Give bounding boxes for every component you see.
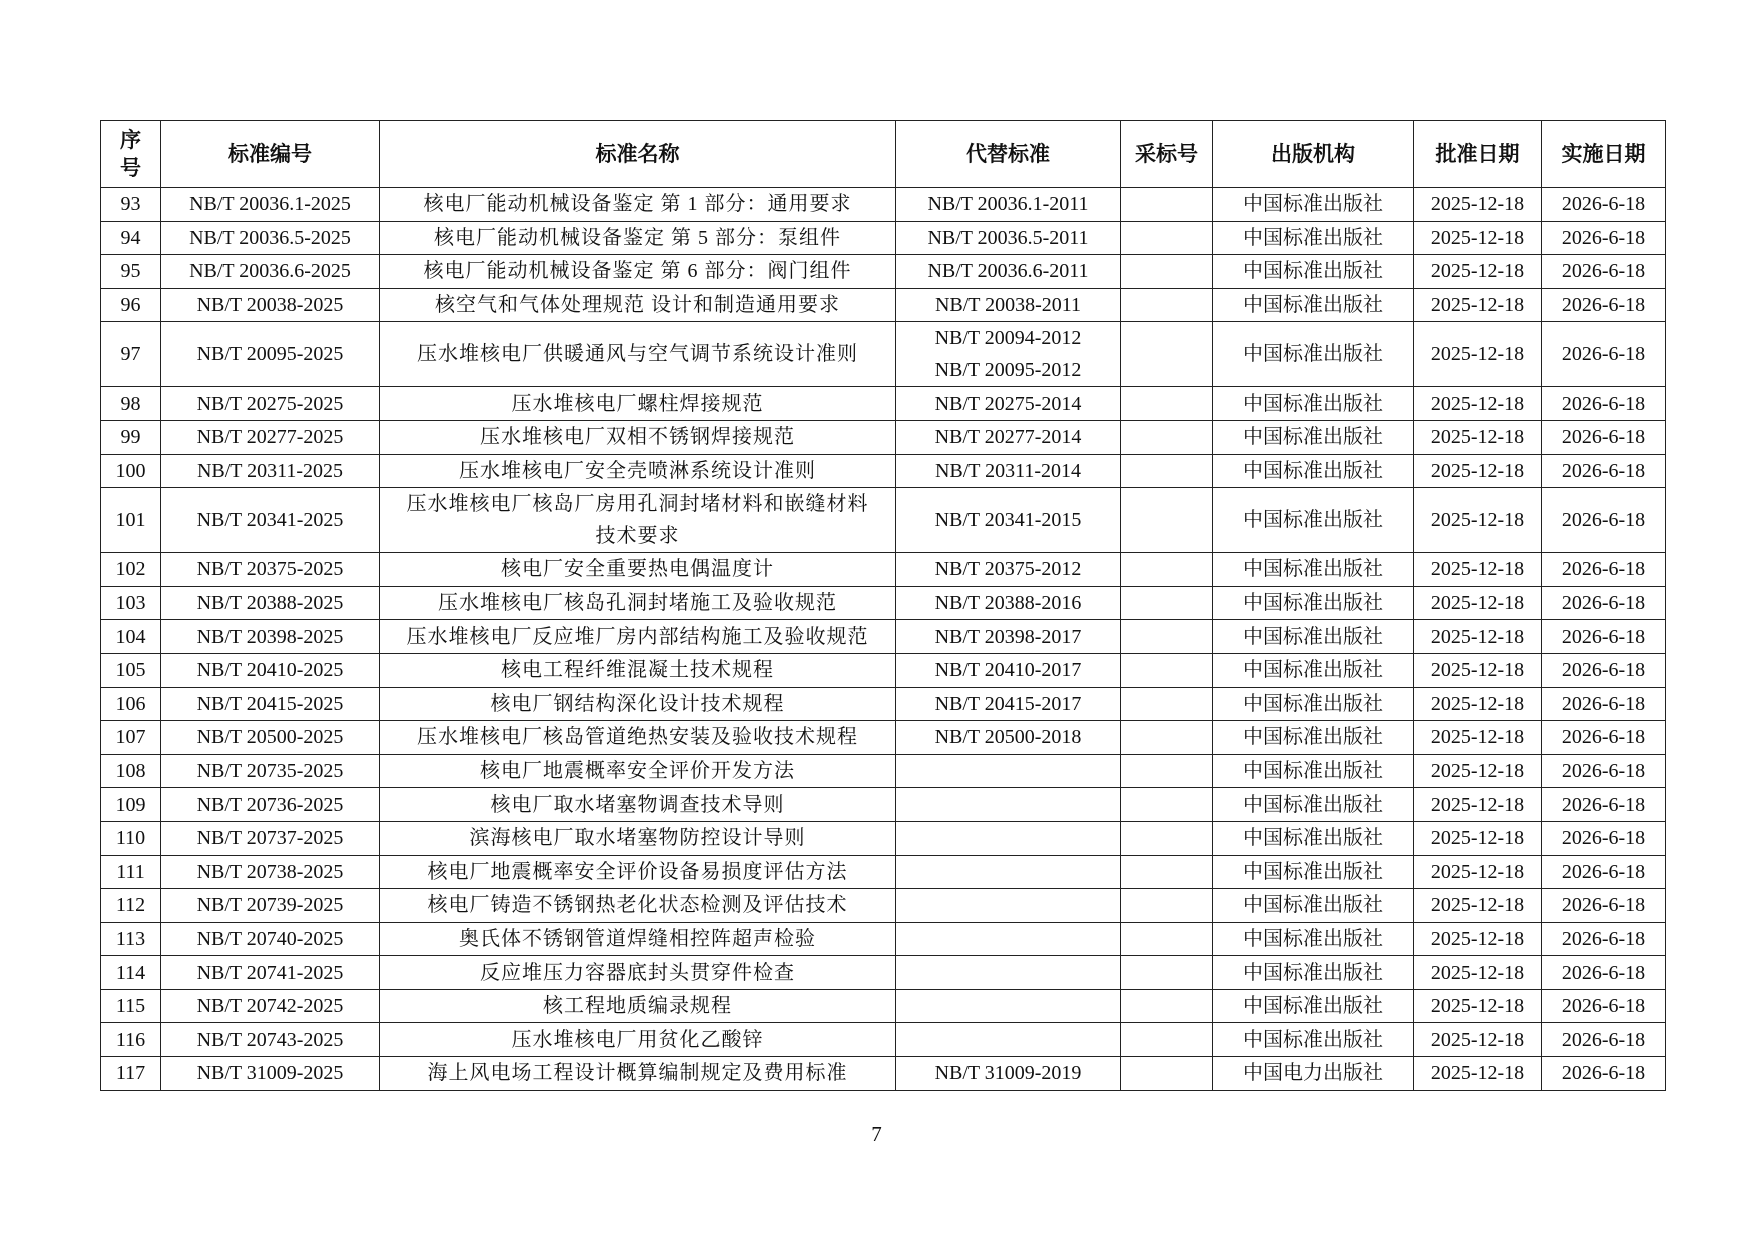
cell-seq: 100: [101, 454, 161, 488]
table-row: [101, 221, 1666, 255]
cell-code: NB/T 31009-2025: [161, 1057, 380, 1091]
cell-publisher: 中国标准出版社: [1213, 653, 1414, 687]
header-publisher: 出版机构: [1213, 121, 1414, 188]
cell-name: 核电厂地震概率安全评价设备易损度评估方法: [380, 855, 896, 889]
cell-adopted: [1121, 989, 1213, 1023]
cell-adopted: [1121, 221, 1213, 255]
cell-replaces: NB/T 20500-2018: [896, 721, 1121, 755]
cell-replaces: NB/T 20375-2012: [896, 553, 1121, 587]
cell-name: 压水堆核电厂核岛厂房用孔洞封堵材料和嵌缝材料 技术要求: [380, 488, 896, 553]
cell-replaces: NB/T 20311-2014: [896, 454, 1121, 488]
cell-approved: 2025-12-18: [1414, 188, 1542, 222]
cell-seq: 97: [101, 322, 161, 387]
cell-effective: 2026-6-18: [1542, 488, 1666, 553]
table-row: [101, 721, 1666, 755]
cell-code: NB/T 20500-2025: [161, 721, 380, 755]
table-row: [101, 420, 1666, 454]
cell-approved: 2025-12-18: [1414, 553, 1542, 587]
cell-effective: 2026-6-18: [1542, 1057, 1666, 1091]
cell-seq: 116: [101, 1023, 161, 1057]
cell-replaces: NB/T 20036.5-2011: [896, 221, 1121, 255]
cell-publisher: 中国标准出版社: [1213, 288, 1414, 322]
cell-code: NB/T 20036.5-2025: [161, 221, 380, 255]
cell-effective: 2026-6-18: [1542, 687, 1666, 721]
cell-code: NB/T 20375-2025: [161, 553, 380, 587]
cell-publisher: 中国标准出版社: [1213, 586, 1414, 620]
cell-seq: 96: [101, 288, 161, 322]
table-row: [101, 754, 1666, 788]
table-row: [101, 553, 1666, 587]
cell-effective: 2026-6-18: [1542, 255, 1666, 289]
cell-replaces: NB/T 20388-2016: [896, 586, 1121, 620]
cell-name: 核电厂能动机械设备鉴定 第 6 部分：阀门组件: [380, 255, 896, 289]
cell-approved: 2025-12-18: [1414, 821, 1542, 855]
header-approved: 批准日期: [1414, 121, 1542, 188]
cell-effective: 2026-6-18: [1542, 454, 1666, 488]
table-row: [101, 922, 1666, 956]
cell-adopted: [1121, 1023, 1213, 1057]
table-body: [101, 188, 1666, 1091]
cell-publisher: 中国标准出版社: [1213, 188, 1414, 222]
cell-approved: 2025-12-18: [1414, 1057, 1542, 1091]
cell-effective: 2026-6-18: [1542, 420, 1666, 454]
cell-adopted: [1121, 620, 1213, 654]
cell-effective: 2026-6-18: [1542, 989, 1666, 1023]
cell-adopted: [1121, 754, 1213, 788]
cell-approved: 2025-12-18: [1414, 721, 1542, 755]
cell-effective: 2026-6-18: [1542, 788, 1666, 822]
cell-code: NB/T 20737-2025: [161, 821, 380, 855]
cell-code: NB/T 20741-2025: [161, 956, 380, 990]
cell-approved: 2025-12-18: [1414, 488, 1542, 553]
cell-effective: 2026-6-18: [1542, 221, 1666, 255]
cell-adopted: [1121, 855, 1213, 889]
cell-adopted: [1121, 956, 1213, 990]
cell-approved: 2025-12-18: [1414, 620, 1542, 654]
table-row: [101, 788, 1666, 822]
table-row: [101, 322, 1666, 387]
standards-table: [100, 120, 1666, 1091]
cell-name: 核电厂取水堵塞物调查技术导则: [380, 788, 896, 822]
cell-replaces: NB/T 31009-2019: [896, 1057, 1121, 1091]
header-adopted: 采标号: [1121, 121, 1213, 188]
cell-seq: 95: [101, 255, 161, 289]
table-row: [101, 989, 1666, 1023]
cell-seq: 113: [101, 922, 161, 956]
cell-replaces: [896, 855, 1121, 889]
cell-name: 核电厂地震概率安全评价开发方法: [380, 754, 896, 788]
cell-adopted: [1121, 255, 1213, 289]
table-row: [101, 488, 1666, 553]
cell-replaces: [896, 821, 1121, 855]
cell-seq: 108: [101, 754, 161, 788]
cell-adopted: [1121, 721, 1213, 755]
cell-approved: 2025-12-18: [1414, 221, 1542, 255]
cell-effective: 2026-6-18: [1542, 956, 1666, 990]
cell-seq: 93: [101, 188, 161, 222]
table-row: [101, 620, 1666, 654]
cell-publisher: 中国标准出版社: [1213, 855, 1414, 889]
cell-code: NB/T 20743-2025: [161, 1023, 380, 1057]
cell-adopted: [1121, 1057, 1213, 1091]
table-row: [101, 255, 1666, 289]
cell-effective: 2026-6-18: [1542, 889, 1666, 923]
cell-publisher: 中国标准出版社: [1213, 788, 1414, 822]
cell-approved: 2025-12-18: [1414, 922, 1542, 956]
cell-name: 核电厂铸造不锈钢热老化状态检测及评估技术: [380, 889, 896, 923]
cell-replaces: NB/T 20341-2015: [896, 488, 1121, 553]
cell-adopted: [1121, 454, 1213, 488]
cell-approved: 2025-12-18: [1414, 956, 1542, 990]
cell-adopted: [1121, 889, 1213, 923]
cell-publisher: 中国标准出版社: [1213, 989, 1414, 1023]
cell-name: 核电工程纤维混凝土技术规程: [380, 653, 896, 687]
cell-name: 压水堆核电厂核岛孔洞封堵施工及验收规范: [380, 586, 896, 620]
cell-adopted: [1121, 188, 1213, 222]
cell-seq: 104: [101, 620, 161, 654]
cell-effective: 2026-6-18: [1542, 653, 1666, 687]
table-row: [101, 653, 1666, 687]
cell-seq: 98: [101, 387, 161, 421]
cell-effective: 2026-6-18: [1542, 721, 1666, 755]
cell-effective: 2026-6-18: [1542, 322, 1666, 387]
cell-name: 核电厂安全重要热电偶温度计: [380, 553, 896, 587]
cell-seq: 103: [101, 586, 161, 620]
cell-replaces: [896, 788, 1121, 822]
cell-effective: 2026-6-18: [1542, 1023, 1666, 1057]
cell-seq: 105: [101, 653, 161, 687]
cell-approved: 2025-12-18: [1414, 989, 1542, 1023]
cell-replaces: NB/T 20275-2014: [896, 387, 1121, 421]
cell-code: NB/T 20740-2025: [161, 922, 380, 956]
cell-adopted: [1121, 488, 1213, 553]
cell-publisher: 中国标准出版社: [1213, 922, 1414, 956]
cell-adopted: [1121, 387, 1213, 421]
cell-effective: 2026-6-18: [1542, 620, 1666, 654]
cell-seq: 114: [101, 956, 161, 990]
cell-approved: 2025-12-18: [1414, 1023, 1542, 1057]
cell-effective: 2026-6-18: [1542, 821, 1666, 855]
cell-code: NB/T 20341-2025: [161, 488, 380, 553]
cell-approved: 2025-12-18: [1414, 322, 1542, 387]
cell-seq: 110: [101, 821, 161, 855]
cell-replaces: NB/T 20398-2017: [896, 620, 1121, 654]
cell-replaces: NB/T 20036.1-2011: [896, 188, 1121, 222]
cell-publisher: 中国标准出版社: [1213, 1023, 1414, 1057]
cell-adopted: [1121, 420, 1213, 454]
cell-name: 压水堆核电厂安全壳喷淋系统设计准则: [380, 454, 896, 488]
cell-publisher: 中国标准出版社: [1213, 956, 1414, 990]
cell-name: 压水堆核电厂螺柱焊接规范: [380, 387, 896, 421]
cell-publisher: 中国标准出版社: [1213, 488, 1414, 553]
cell-approved: 2025-12-18: [1414, 586, 1542, 620]
cell-replaces: [896, 1023, 1121, 1057]
cell-code: NB/T 20742-2025: [161, 989, 380, 1023]
cell-name: 压水堆核电厂反应堆厂房内部结构施工及验收规范: [380, 620, 896, 654]
header-seq: [101, 121, 161, 188]
cell-effective: 2026-6-18: [1542, 553, 1666, 587]
table-row: [101, 687, 1666, 721]
cell-approved: 2025-12-18: [1414, 889, 1542, 923]
cell-replaces: NB/T 20036.6-2011: [896, 255, 1121, 289]
cell-code: NB/T 20311-2025: [161, 454, 380, 488]
cell-name: 核空气和气体处理规范 设计和制造通用要求: [380, 288, 896, 322]
cell-name: 核电厂能动机械设备鉴定 第 1 部分：通用要求: [380, 188, 896, 222]
cell-replaces: [896, 889, 1121, 923]
cell-publisher: 中国标准出版社: [1213, 754, 1414, 788]
cell-approved: 2025-12-18: [1414, 788, 1542, 822]
table-row: [101, 889, 1666, 923]
cell-approved: 2025-12-18: [1414, 687, 1542, 721]
cell-code: NB/T 20036.6-2025: [161, 255, 380, 289]
cell-name: 压水堆核电厂双相不锈钢焊接规范: [380, 420, 896, 454]
cell-effective: 2026-6-18: [1542, 855, 1666, 889]
cell-approved: 2025-12-18: [1414, 454, 1542, 488]
cell-effective: 2026-6-18: [1542, 188, 1666, 222]
cell-publisher: 中国标准出版社: [1213, 255, 1414, 289]
cell-replaces: NB/T 20415-2017: [896, 687, 1121, 721]
cell-code: NB/T 20036.1-2025: [161, 188, 380, 222]
cell-replaces: [896, 922, 1121, 956]
cell-code: NB/T 20398-2025: [161, 620, 380, 654]
cell-replaces: [896, 989, 1121, 1023]
cell-name: 滨海核电厂取水堵塞物防控设计导则: [380, 821, 896, 855]
cell-adopted: [1121, 821, 1213, 855]
cell-seq: 107: [101, 721, 161, 755]
cell-approved: 2025-12-18: [1414, 653, 1542, 687]
cell-name: 核电厂能动机械设备鉴定 第 5 部分：泵组件: [380, 221, 896, 255]
cell-name: 压水堆核电厂核岛管道绝热安装及验收技术规程: [380, 721, 896, 755]
cell-approved: 2025-12-18: [1414, 387, 1542, 421]
cell-adopted: [1121, 322, 1213, 387]
cell-seq: 117: [101, 1057, 161, 1091]
cell-effective: 2026-6-18: [1542, 922, 1666, 956]
page-number: 7: [871, 1122, 882, 1146]
cell-publisher: 中国标准出版社: [1213, 821, 1414, 855]
table-row: [101, 855, 1666, 889]
cell-code: NB/T 20736-2025: [161, 788, 380, 822]
table-row: [101, 1023, 1666, 1057]
header-seq-label: 序号: [120, 128, 141, 180]
cell-seq: 115: [101, 989, 161, 1023]
cell-replaces: [896, 956, 1121, 990]
cell-approved: 2025-12-18: [1414, 255, 1542, 289]
header-effective: 实施日期: [1542, 121, 1666, 188]
cell-replaces: NB/T 20410-2017: [896, 653, 1121, 687]
cell-publisher: 中国标准出版社: [1213, 889, 1414, 923]
cell-code: NB/T 20275-2025: [161, 387, 380, 421]
cell-approved: 2025-12-18: [1414, 420, 1542, 454]
cell-code: NB/T 20738-2025: [161, 855, 380, 889]
table-row: [101, 1057, 1666, 1091]
cell-replaces: NB/T 20038-2011: [896, 288, 1121, 322]
cell-code: NB/T 20038-2025: [161, 288, 380, 322]
cell-adopted: [1121, 922, 1213, 956]
cell-code: NB/T 20415-2025: [161, 687, 380, 721]
cell-name: 反应堆压力容器底封头贯穿件检查: [380, 956, 896, 990]
cell-code: NB/T 20388-2025: [161, 586, 380, 620]
cell-seq: 106: [101, 687, 161, 721]
cell-publisher: 中国标准出版社: [1213, 687, 1414, 721]
cell-name: 压水堆核电厂供暖通风与空气调节系统设计准则: [380, 322, 896, 387]
cell-publisher: 中国标准出版社: [1213, 322, 1414, 387]
table-row: [101, 387, 1666, 421]
cell-effective: 2026-6-18: [1542, 387, 1666, 421]
table-row: [101, 586, 1666, 620]
cell-name: 核工程地质编录规程: [380, 989, 896, 1023]
cell-code: NB/T 20277-2025: [161, 420, 380, 454]
cell-name: 核电厂钢结构深化设计技术规程: [380, 687, 896, 721]
table-row: [101, 956, 1666, 990]
cell-code: NB/T 20735-2025: [161, 754, 380, 788]
cell-replaces: NB/T 20277-2014: [896, 420, 1121, 454]
cell-adopted: [1121, 553, 1213, 587]
cell-adopted: [1121, 687, 1213, 721]
table-row: [101, 821, 1666, 855]
cell-name: 压水堆核电厂用贫化乙酸锌: [380, 1023, 896, 1057]
table-row: [101, 288, 1666, 322]
cell-adopted: [1121, 653, 1213, 687]
cell-effective: 2026-6-18: [1542, 288, 1666, 322]
cell-seq: 94: [101, 221, 161, 255]
cell-adopted: [1121, 586, 1213, 620]
cell-code: NB/T 20095-2025: [161, 322, 380, 387]
table-row: [101, 188, 1666, 222]
cell-replaces: [896, 754, 1121, 788]
cell-code: NB/T 20410-2025: [161, 653, 380, 687]
cell-publisher: 中国标准出版社: [1213, 221, 1414, 255]
cell-seq: 99: [101, 420, 161, 454]
header-name: 标准名称: [380, 121, 896, 188]
header-replaces: 代替标准: [896, 121, 1121, 188]
cell-approved: 2025-12-18: [1414, 855, 1542, 889]
cell-publisher: 中国标准出版社: [1213, 420, 1414, 454]
cell-approved: 2025-12-18: [1414, 288, 1542, 322]
cell-publisher: 中国标准出版社: [1213, 620, 1414, 654]
table-header-row: [101, 121, 1666, 188]
cell-approved: 2025-12-18: [1414, 754, 1542, 788]
header-code: 标准编号: [161, 121, 380, 188]
cell-name: 奥氏体不锈钢管道焊缝相控阵超声检验: [380, 922, 896, 956]
cell-seq: 111: [101, 855, 161, 889]
cell-seq: 109: [101, 788, 161, 822]
cell-adopted: [1121, 288, 1213, 322]
cell-code: NB/T 20739-2025: [161, 889, 380, 923]
cell-seq: 101: [101, 488, 161, 553]
table-row: [101, 454, 1666, 488]
cell-seq: 112: [101, 889, 161, 923]
cell-publisher: 中国标准出版社: [1213, 553, 1414, 587]
cell-adopted: [1121, 788, 1213, 822]
cell-name: 海上风电场工程设计概算编制规定及费用标准: [380, 1057, 896, 1091]
cell-publisher: 中国标准出版社: [1213, 454, 1414, 488]
cell-replaces: NB/T 20094-2012 NB/T 20095-2012: [896, 322, 1121, 387]
cell-effective: 2026-6-18: [1542, 586, 1666, 620]
cell-effective: 2026-6-18: [1542, 754, 1666, 788]
cell-seq: 102: [101, 553, 161, 587]
cell-publisher: 中国标准出版社: [1213, 721, 1414, 755]
cell-publisher: 中国标准出版社: [1213, 387, 1414, 421]
cell-publisher: 中国电力出版社: [1213, 1057, 1414, 1091]
